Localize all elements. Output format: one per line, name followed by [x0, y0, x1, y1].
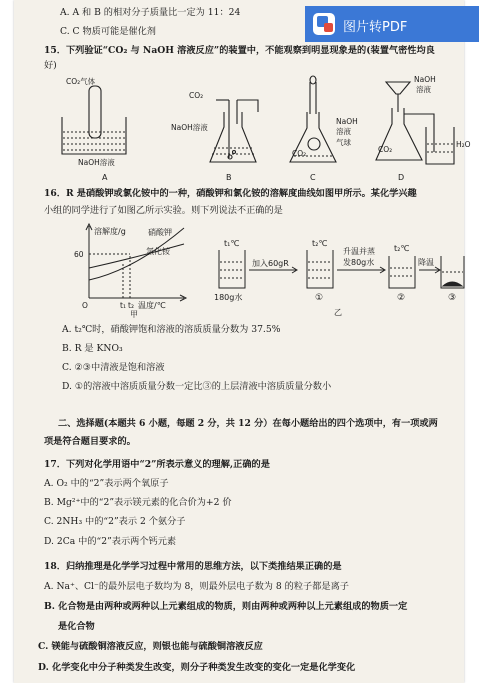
- graph-caption: 甲: [130, 310, 138, 319]
- q16-option-c: C. ②③中清液是饱和溶液: [62, 362, 165, 373]
- beaker-1-temp: t₁℃: [224, 239, 240, 248]
- fig-c-gas-label: CO₂: [292, 149, 307, 158]
- q17-stem: 17．下列对化学用语中“2”所表示意义的理解,正确的是: [44, 459, 270, 470]
- q16-option-b: B. R 是 KNO₃: [62, 343, 123, 354]
- graph-x-axis-label: 温度/℃: [138, 301, 166, 310]
- q17-option-d: D. 2Ca 中的“2”表示两个钙元素: [44, 536, 177, 547]
- legend-nh4cl: 氯化铵: [146, 247, 170, 256]
- q14-option-a: A. A 和 B 的相对分子质量比一定为 11：24: [60, 7, 241, 18]
- fig-c-label-2: 溶液: [336, 127, 351, 136]
- step-1-label: 加入60gR: [252, 259, 289, 268]
- fig-c-caption: C: [310, 173, 316, 182]
- section-2-heading-cont: 项是符合题目要求的。: [44, 436, 136, 447]
- beaker-2-temp: t₂℃: [312, 239, 328, 248]
- step-2-label-1: 升温并蒸: [343, 247, 375, 256]
- fig-b-gas-label: CO₂: [189, 91, 204, 100]
- beaker-3-temp: t₂℃: [394, 244, 410, 253]
- q16-option-a: A. t₂℃时，硝酸钾饱和溶液的溶质质量分数为 37.5%: [62, 324, 281, 335]
- beaker-2: [307, 250, 333, 288]
- graph-t2-tick: t₂: [128, 301, 134, 310]
- q17-option-a: A. O₂ 中的“2”表示两个氧原子: [44, 478, 169, 489]
- q15-stem-cont: 好): [44, 60, 57, 71]
- q18-stem: 18．归纳推理是化学学习过程中常用的思维方法，以下类推结果正确的是: [44, 561, 342, 572]
- graph-t1-tick: t₁: [120, 301, 126, 310]
- q14-option-c: C. C 物质可能是催化剂: [60, 26, 156, 37]
- fig-d-gas-label: CO₂: [378, 145, 393, 154]
- fig-a-solution-label: NaOH溶液: [78, 158, 115, 167]
- q18-option-b: B. 化合物是由两种或两种以上元素组成的物质，则由两种或两种以上元素组成的物质一定: [44, 601, 408, 612]
- pdf-convert-label: 图片转PDF: [343, 20, 408, 35]
- q17-option-c: C. 2NH₃ 中的“2”表示 2 个氨分子: [44, 516, 186, 527]
- q17-option-b: B. Mg²⁺中的“2”表示镁元素的化合价为+2 价: [44, 497, 232, 508]
- beaker-4: [441, 256, 464, 288]
- fig-d-label-1: NaOH: [414, 75, 436, 84]
- exam-paper: [14, 0, 471, 683]
- q18-option-d: D. 化学变化中分子种类发生改变，则分子种类发生改变的变化一定是化学变化: [38, 662, 356, 673]
- q16-figure: [34, 218, 464, 318]
- beaker-4-label: ③: [448, 293, 457, 303]
- beaker-3: [389, 256, 415, 288]
- beaker-1: [219, 250, 245, 288]
- fig-d-caption: D: [398, 173, 405, 182]
- experiment-caption: 乙: [334, 308, 342, 317]
- apparatus-a: [62, 86, 126, 154]
- graph-origin: O: [82, 301, 88, 310]
- beaker-2-label: ①: [315, 293, 324, 303]
- q18-option-c: C. 镁能与硫酸铜溶液反应，则银也能与硫酸铜溶液反应: [38, 641, 263, 652]
- fig-a-caption: A: [102, 173, 108, 182]
- pdf-convert-icon: [313, 13, 335, 35]
- q18-option-b-cont: 是化合物: [58, 621, 95, 632]
- graph-y-axis-label: 溶解度/g: [94, 227, 126, 236]
- q15-apparatus-figure: [34, 72, 471, 187]
- graph-y60-tick: 60: [74, 250, 84, 259]
- fig-d-water-label: H₂O: [456, 140, 471, 149]
- step-2-label-2: 发80g水: [343, 258, 375, 267]
- q16-option-d: D. ①的溶液中溶质质量分数一定比③的上层清液中溶质质量分数小: [62, 381, 332, 392]
- q18-option-a: A. Na⁺、Cl⁻的最外层电子数均为 8，则最外层电子数为 8 的粒子都是离子: [44, 581, 349, 592]
- beaker-1-label: 180g水: [214, 293, 243, 302]
- fig-d-label-2: 溶液: [416, 85, 431, 94]
- fig-a-gas-label: CO₂气体: [66, 77, 96, 86]
- legend-kno3: 硝酸钾: [148, 228, 172, 237]
- beaker-3-label: ②: [397, 293, 406, 303]
- fig-b-solution-label: NaOH溶液: [171, 123, 208, 132]
- apparatus-b: [210, 100, 258, 162]
- q16-stem: 16．R 是硝酸钾或氯化铵中的一种，硝酸钾和氯化铵的溶解度曲线如图甲所示。某化学兴趣: [44, 188, 417, 199]
- pdf-convert-button[interactable]: [305, 6, 479, 42]
- q15-stem: 15．下列验证“CO₂ 与 NaOH 溶液反应”的装置中，不能观察到明显现象是的(装置气密性均良: [44, 45, 435, 56]
- fig-b-caption: B: [226, 173, 232, 182]
- fig-c-label-3: 气球: [336, 138, 351, 147]
- section-2-heading: 二、选择题(本题共 6 小题，每题 2 分，共 12 分）在每小题给出的四个选项中，有一项或两: [58, 418, 438, 429]
- q16-stem-cont: 小组的同学进行了如图乙所示实验。则下列说法不正确的是: [44, 205, 283, 216]
- fig-c-label-1: NaOH: [336, 117, 358, 126]
- step-3-label: 降温: [418, 258, 434, 267]
